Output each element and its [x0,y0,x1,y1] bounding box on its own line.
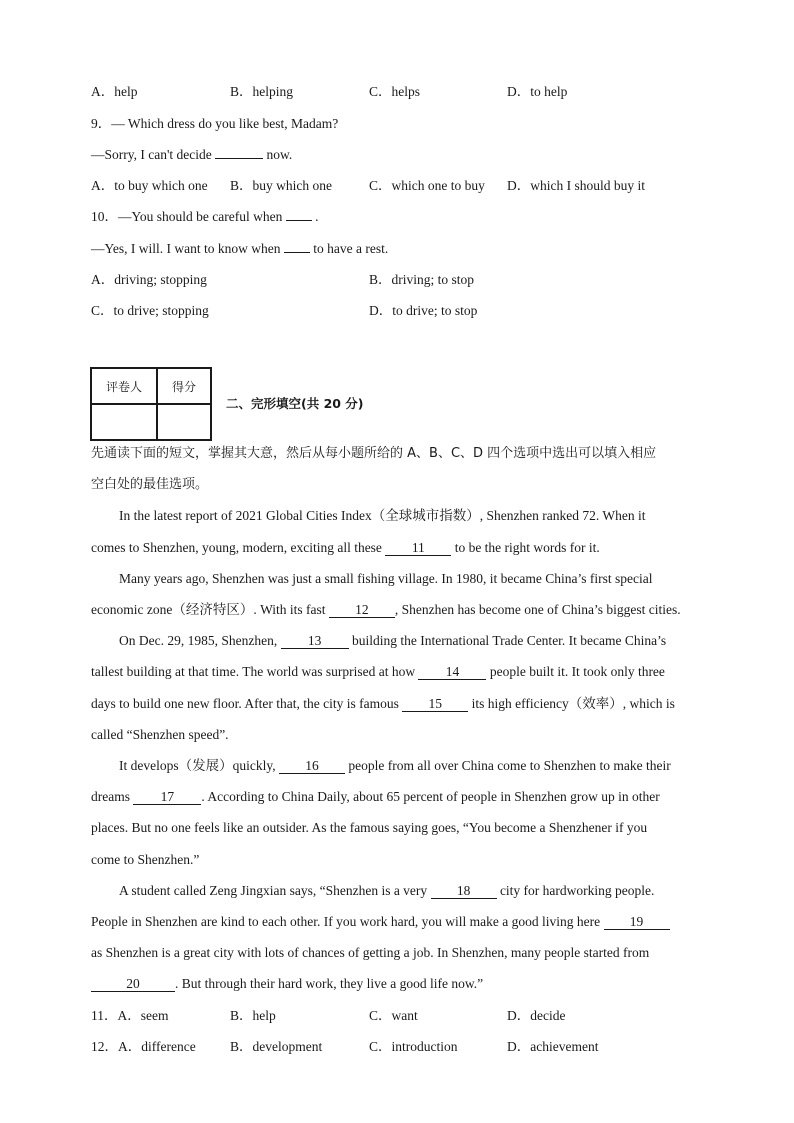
q10-option-c: C．to drive; stopping [91,303,209,318]
q9-stem: 9．— Which dress do you like best, Madam? [91,116,339,131]
passage-text: comes to Shenzhen, young, modern, exciting all these [91,540,386,555]
passage-text: People in Shenzhen are kind to each other. If you work hard, you will make a good living here [91,914,604,929]
passage-p4-line-1 [119,757,671,775]
blank-14: 14 [418,665,486,680]
q12-option-c: C．introduction [369,1039,458,1054]
q11-option-b: B．help [230,1008,276,1023]
passage-text: its high efficiency（效率）, which is [468,696,675,711]
q9-option-a: A．to buy which one [91,178,208,193]
passage-text: people from all over China come to Shenzhen to make their [344,758,671,773]
q10-blank-2 [284,252,310,253]
passage-p4-line-2 [91,788,660,806]
q9-reply-pre: —Sorry, I can't decide [91,147,216,162]
passage-text: tallest building at that time. The world was surprised at how [91,664,419,679]
q9-reply [91,146,292,164]
passage-text: dreams [91,789,134,804]
q9-blank [215,158,263,159]
reviewer-cell [91,404,157,440]
q10-stem-post: . [311,209,319,224]
passage-text: , Shenzhen has become one of China’s biggest cities. [394,602,681,617]
q10-reply-pre: —Yes, I will. I want to know when [91,241,284,256]
passage-text: . According to China Daily, about 65 percent of people in Shenzhen grow up in other [201,789,660,804]
q10-option-a: A．driving; stopping [91,272,207,287]
passage-text: people built it. It took only three [486,664,665,679]
passage-p3-line-4: called “Shenzhen speed”. [91,727,229,742]
q10-reply [91,240,388,258]
q9-option-d: D．which I should buy it [507,178,645,193]
blank-16: 16 [279,759,345,774]
passage-p2-line-2 [91,601,681,619]
blank-18: 18 [431,884,497,899]
passage-text: economic zone（经济特区）. With its fast [91,602,329,617]
passage-p1-line-2 [91,539,600,557]
passage-text: days to build one new floor. After that, the city is famous [91,696,403,711]
score-table [90,367,212,441]
q11-option-d: D．decide [507,1008,566,1023]
q12-option-d: D．achievement [507,1039,599,1054]
q12-option-a: 12．A．difference [91,1039,196,1054]
passage-p5-line-2 [91,913,670,931]
passage-text: A student called Zeng Jingxian says, “Shenzhen is a very [119,883,431,898]
q8-option-d: D．to help [507,84,568,99]
reviewer-header: 评卷人 [91,368,157,404]
passage-text: . But through their hard work, they live a good life now.” [175,976,484,991]
passage-text: It develops（发展）quickly, [119,758,279,773]
q8-option-c: C．helps [369,84,421,99]
q10-blank-1 [286,220,312,221]
score-cell [157,404,211,440]
q10-stem [91,208,318,226]
passage-text: On Dec. 29, 1985, Shenzhen, [119,633,281,648]
blank-15: 15 [402,697,468,712]
q9-reply-post: now. [263,147,293,162]
q10-reply-post: to have a rest. [309,241,389,256]
passage-text: to be the right words for it. [451,540,600,555]
q10-option-b: B．driving; to stop [369,272,475,287]
blank-11: 11 [385,541,451,556]
blank-13: 13 [281,634,349,649]
passage-p5-line-3: as Shenzhen is a great city with lots of chances of getting a job. In Shenzhen, many people started from [91,945,650,960]
passage-text: building the International Trade Center. It became China’s [348,633,667,648]
q11-option-c: C．want [369,1008,418,1023]
blank-19: 19 [604,915,670,930]
score-header: 得分 [157,368,211,404]
passage-p4-line-3: places. But no one feels like an outsider. As the famous saying goes, “You become a Shenzhener if you [91,820,648,835]
blank-20: 20 [91,977,175,992]
q9-option-b: B．buy which one [230,178,332,193]
passage-p3-line-1 [119,632,666,650]
instructions-line-1: 先通读下面的短文，掌握其大意，然后从每小题所给的 A、B、C、D 四个选项中选出可以填入相应 [91,446,657,461]
passage-p4-line-4: come to Shenzhen.” [91,852,200,867]
passage-p2-line-1: Many years ago, Shenzhen was just a small fishing village. In 1980, it became China’s first special [119,571,653,586]
passage-p1-line-1: In the latest report of 2021 Global Cities Index（全球城市指数）, Shenzhen ranked 72. When it [119,508,646,523]
instructions-line-2: 空白处的最佳选项。 [91,477,209,492]
blank-17: 17 [133,790,201,805]
passage-text: city for hardworking people. [496,883,655,898]
q9-option-c: C．which one to buy [369,178,485,193]
passage-p3-line-3 [91,695,675,713]
passage-p5-line-4 [91,975,483,993]
section-title: 二、完形填空(共 20 分) [226,396,364,411]
passage-p5-line-1 [119,882,654,900]
blank-12: 12 [329,603,395,618]
q8-option-a: A．help [91,84,138,99]
q10-option-d: D．to drive; to stop [369,303,478,318]
q10-stem-pre: 10．—You should be careful when [91,209,286,224]
passage-p3-line-2 [91,663,665,681]
q12-option-b: B．development [230,1039,323,1054]
q8-option-b: B．helping [230,84,293,99]
q11-option-a: 11．A．seem [91,1008,169,1023]
